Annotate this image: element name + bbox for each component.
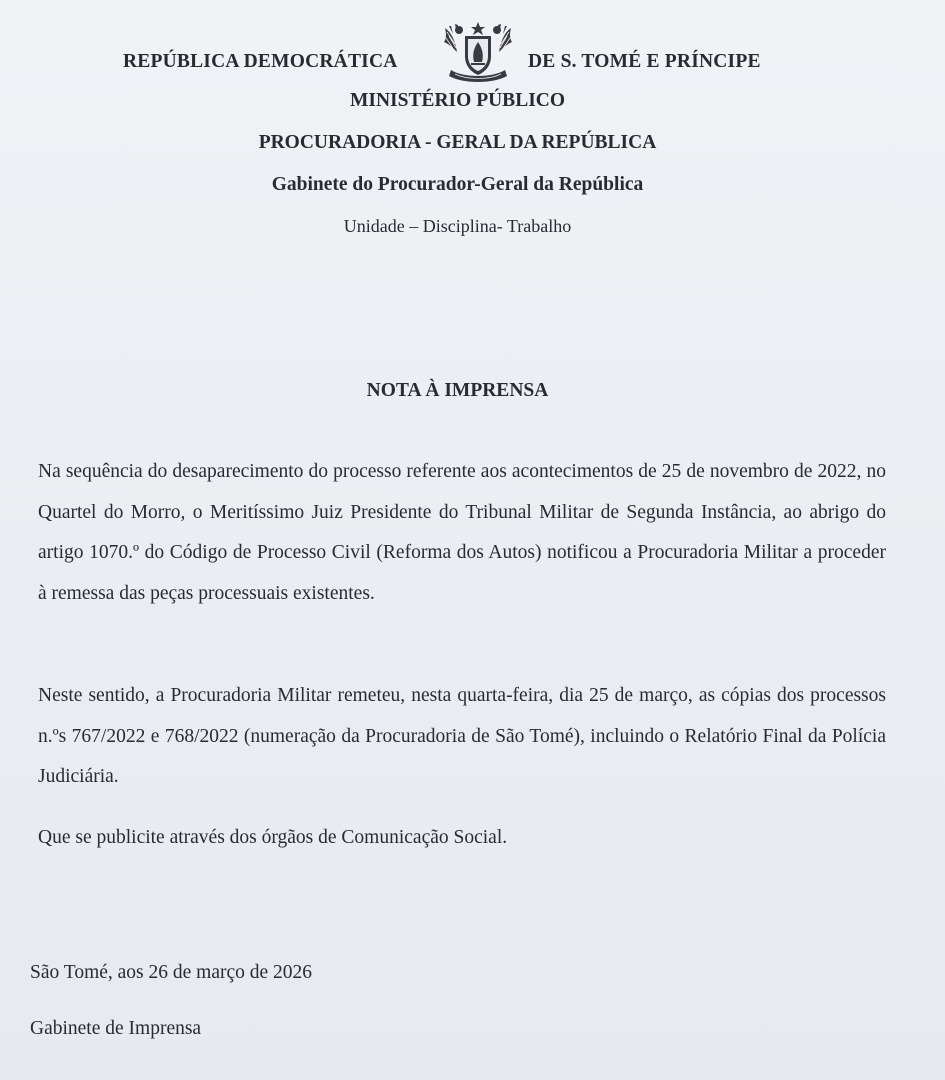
header-cabinet: Gabinete do Procurador-Geral da República bbox=[271, 174, 644, 195]
header-ministry: MINISTÉRIO PÚBLICO bbox=[349, 90, 566, 111]
document-title: NOTA À IMPRENSA bbox=[366, 380, 549, 401]
body-paragraph-2: Neste sentido, a Procuradoria Militar remeteu, nesta quarta-feira, dia 25 de março, as cópias dos processos n.ºs 767/2022 e 768/2022 (numeração da Procuradoria de São Tomé), incluindo o Relatório Final da Polícia Judiciária. bbox=[38, 685, 886, 787]
body-paragraph-1: Na sequência do desaparecimento do processo referente aos acontecimentos de 25 de novembro de 2022, no Quartel do Morro, o Meritíssimo Juiz Presidente do Tribunal Militar de Segunda Instância, ao abrigo do artigo 1070.º do Código de Processo Civil (Reforma dos Autos) notificou a Procuradoria Militar a proceder à remessa das peças processuais existentes. bbox=[38, 461, 886, 604]
place-and-date: São Tomé, aos 26 de março de 2026 bbox=[30, 962, 313, 983]
header-republic-right: DE S. TOMÉ E PRÍNCIPE bbox=[528, 51, 761, 72]
coat-of-arms-icon bbox=[441, 22, 515, 82]
header-motto: Unidade – Disciplina- Trabalho bbox=[343, 216, 572, 236]
signature-office: Gabinete de Imprensa bbox=[30, 1018, 202, 1039]
header-republic-left: REPÚBLICA DEMOCRÁTICA bbox=[123, 51, 398, 72]
header-prosecution-office: PROCURADORIA - GERAL DA REPÚBLICA bbox=[258, 132, 657, 153]
body-paragraph-3: Que se publicite através dos órgãos de Comunicação Social. bbox=[38, 827, 508, 848]
